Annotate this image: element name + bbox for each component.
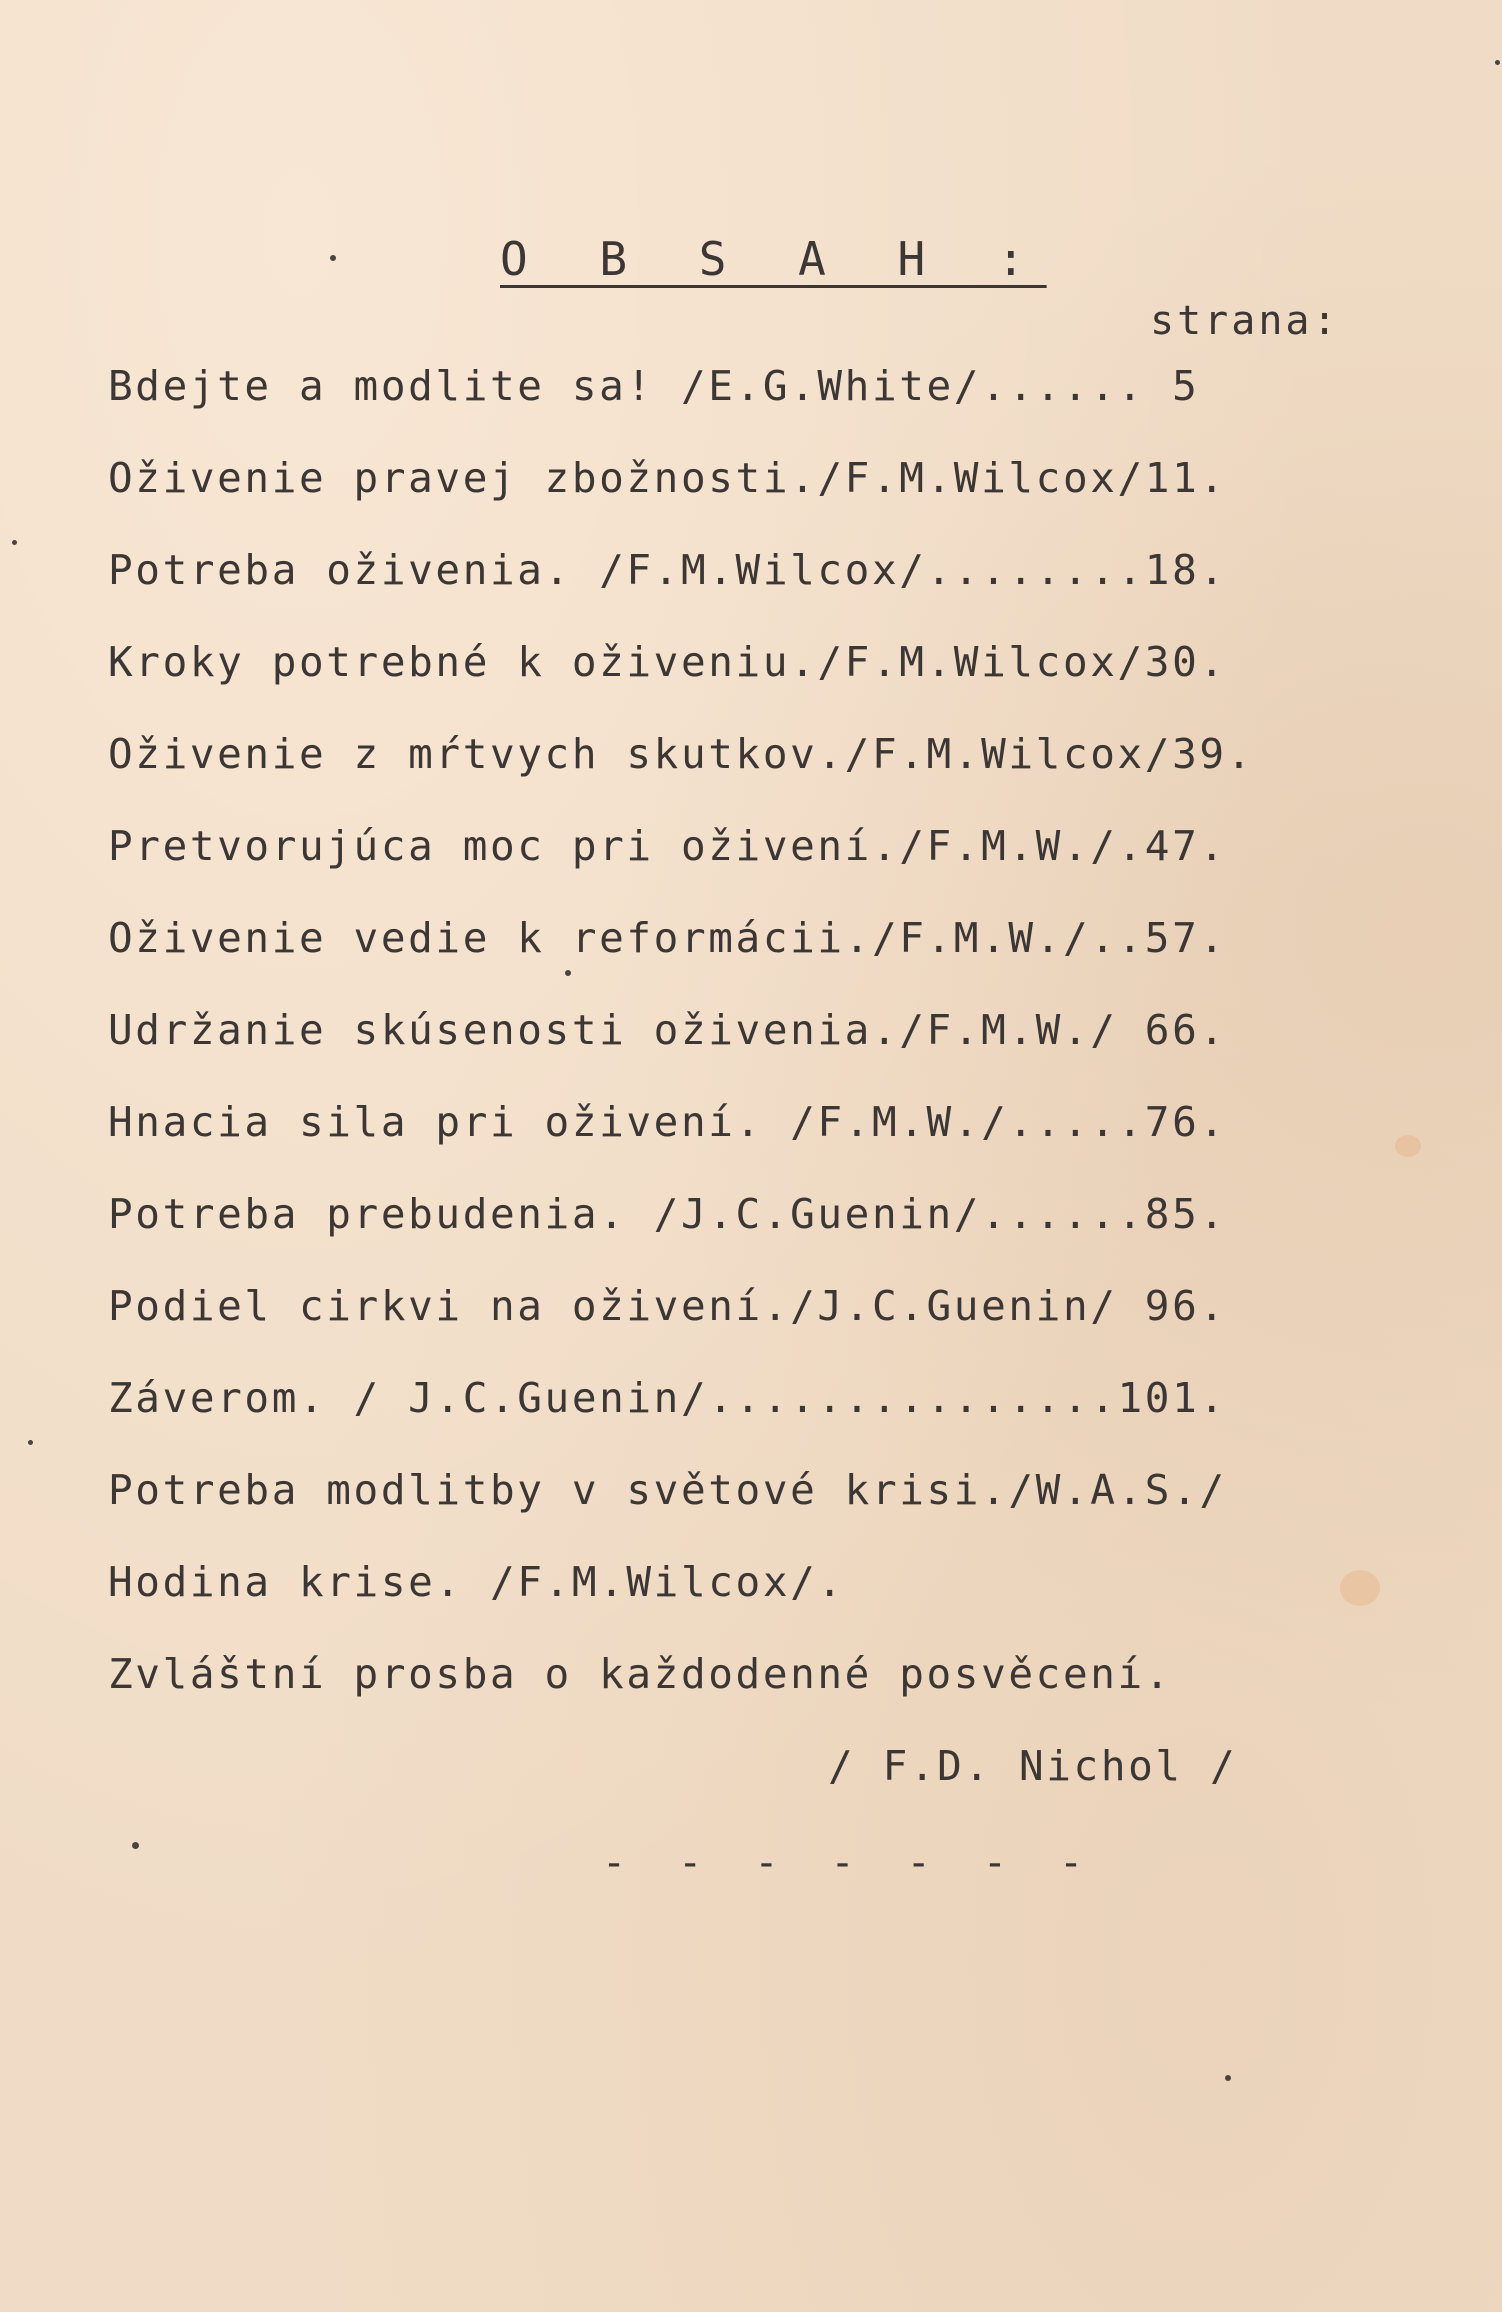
toc-entry: Oživenie pravej zbožnosti./F.M.Wilcox/11. [108, 454, 1227, 502]
paper-stain [1395, 1135, 1421, 1157]
toc-entry: Oživenie vedie k reformácii./F.M.W./..57. [108, 914, 1227, 962]
paper-fleck [565, 970, 571, 976]
toc-entry: Udržanie skúsenosti oživenia./F.M.W./ 66. [108, 1006, 1227, 1054]
toc-entry: Pretvorujúca moc pri oživení./F.M.W./.47. [108, 822, 1227, 870]
toc-entry: Záverom. / J.C.Guenin/...............101. [108, 1374, 1227, 1422]
toc-entry: Kroky potrebné k oživeniu./F.M.Wilcox/30. [108, 638, 1227, 686]
toc-entry: Potreba modlitby v světové krisi./W.A.S./ [108, 1466, 1227, 1514]
paper-fleck [132, 1842, 139, 1849]
paper-fleck [330, 255, 336, 261]
paper-fleck [12, 540, 17, 545]
toc-entry: Podiel cirkvi na oživení./J.C.Guenin/ 96. [108, 1282, 1227, 1330]
toc-entry: Zvláštní prosba o každodenné posvěcení. [108, 1650, 1173, 1698]
page-title: O B S A H : [500, 232, 1047, 286]
toc-entry: Hodina krise. /F.M.Wilcox/. [108, 1558, 845, 1606]
toc-entry-author: / F.D. Nichol / [828, 1742, 1238, 1790]
toc-entry: Potreba prebudenia. /J.C.Guenin/......85. [108, 1190, 1227, 1238]
toc-entry: Bdejte a modlite sa! /E.G.White/...... 5 [108, 362, 1200, 410]
toc-entry: Potreba oživenia. /F.M.Wilcox/........18. [108, 546, 1227, 594]
table-of-contents [108, 356, 1408, 1828]
paper-stain [1340, 1570, 1380, 1606]
toc-entry: Oživenie z mŕtvych skutkov./F.M.Wilcox/39. [108, 730, 1254, 778]
page-column-header: strana: [1150, 298, 1340, 344]
paper-fleck [1225, 2075, 1231, 2081]
paper-fleck [1495, 60, 1500, 65]
toc-entry: Hnacia sila pri oživení. /F.M.W./.....76. [108, 1098, 1227, 1146]
paper-fleck [28, 1440, 33, 1445]
closing-dashes: - - - - - - - [602, 1840, 1098, 1886]
